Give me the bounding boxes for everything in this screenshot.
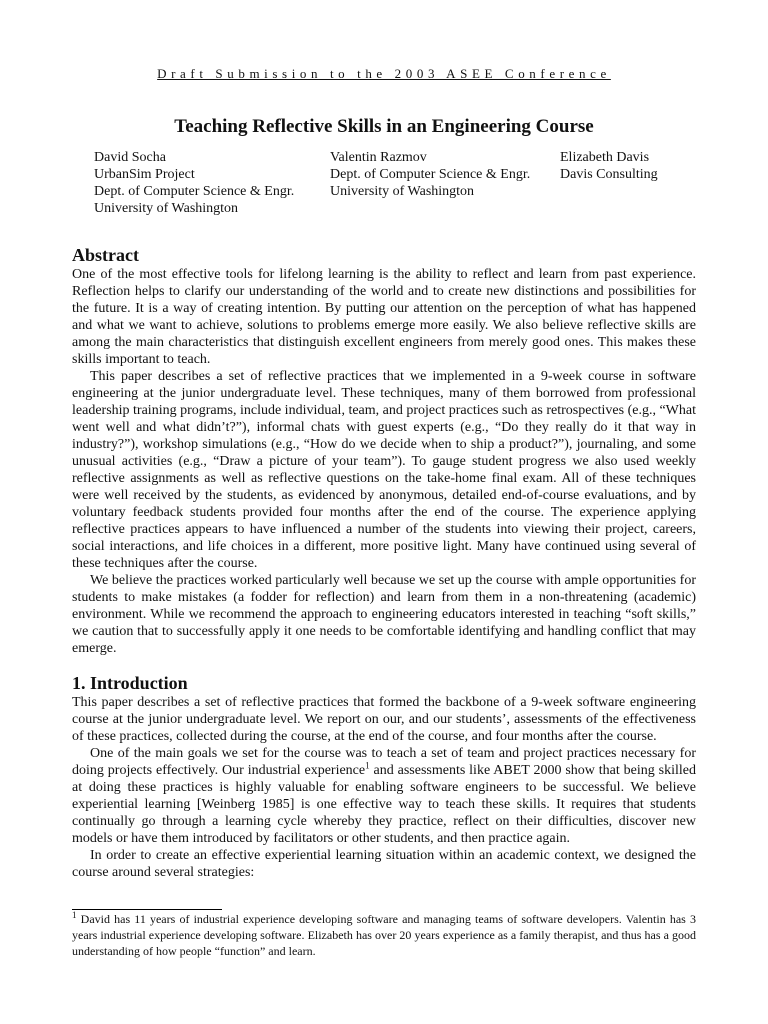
author-2-dept: Dept. of Computer Science & Engr.	[330, 167, 531, 182]
intro-paragraph-3: In order to create an effective experiential learning situation within an academic context, we designed the course around several strategies:	[72, 848, 696, 880]
author-3-affiliation: Davis Consulting	[560, 167, 658, 182]
footnote	[72, 911, 696, 959]
footnote-divider	[72, 909, 222, 910]
introduction-heading: 1. Introduction	[72, 673, 188, 693]
paper-title: Teaching Reflective Skills in an Engineering Course	[174, 116, 594, 137]
abstract-paragraph-3: We believe the practices worked particularly well because we set up the course with ample opportunities for students to make mistakes (a fodder for reflection) and learn from them in a non-threatening (academic) environment. While we recommend the approach to engineering educators interested in teaching “soft skills,” we caution that to successfully apply it one needs to be comfortable identifying and handling conflict that may emerge.	[72, 573, 696, 656]
author-1-name: David Socha	[94, 150, 166, 165]
footnote-mark: 1	[72, 910, 77, 920]
intro-paragraph-1: This paper describes a set of reflective practices that formed the backbone of a 9-week software engineering course at the junior undergraduate level. We report on our, and our students’, assessments of the effectiveness of these practices, collected during the course, at the end of the course, and four months after the course.	[72, 695, 696, 744]
author-1-dept: Dept. of Computer Science & Engr.	[94, 184, 295, 199]
author-1-university: University of Washington	[94, 201, 239, 216]
author-1-affiliation: UrbanSim Project	[94, 167, 195, 182]
footnote-reference[interactable]: 1	[365, 760, 370, 771]
footnote-text: David has 11 years of industrial experience developing software and managing teams of software developers. Valentin has 3 years industrial experience developing software. Elizabeth has over 20 years experience as a family therapist, and thus has a good understanding of how people “function” and learn.	[72, 912, 696, 958]
introduction-body	[72, 694, 696, 881]
author-1	[94, 149, 294, 217]
intro-paragraph-2	[72, 745, 696, 847]
author-3	[560, 149, 658, 183]
author-2	[330, 149, 530, 200]
author-2-name: Valentin Razmov	[330, 150, 427, 165]
author-3-name: Elizabeth Davis	[560, 150, 650, 165]
abstract-body	[72, 266, 696, 657]
intro-paragraph-2-end: and assessments like ABET 2000 show that being skilled at doing these practices is highly valuable for enabling software engineers to be successful. We believe experiential learning [Weinberg 1985] is one effective way to teach these skills. It requires that students continually go through a learning cycle whereby they practice, reflect on their difficulties, discover new models or have them introduced by facilitators or other students, and then practice again.	[72, 763, 697, 846]
abstract-heading: Abstract	[72, 245, 139, 265]
running-header: Draft Submission to the 2003 ASEE Conference	[157, 66, 611, 81]
abstract-paragraph-1: One of the most effective tools for lifelong learning is the ability to reflect and learn from past experience. Reflection helps to clarify our understanding of the world and to create new distinctions and possibilities for the future. It is a way of creating intention. By putting our attention on the perception of what has happened and what we want to achieve, solutions to problems emerge more easily. We also believe reflective skills are among the main characteristics that distinguish excellent engineers from merely good ones. This makes these skills important to teach.	[72, 267, 696, 367]
abstract-paragraph-2: This paper describes a set of reflective practices that we implemented in a 9-week course in software engineering at the junior undergraduate level. These techniques, many of them borrowed from professional leadership training programs, include individual, team, and project practices such as retrospectives (e.g., “What went well and what didn’t?”), informal chats with guest experts (e.g., “Do they really do it that way in industry?”), workshop simulations (e.g., “How do we decide when to ship a product?”), journaling, and some unusual activities (e.g., “Draw a picture of your team”). To gauge student progress we also used weekly reflective assignments as well as reflective questions on the take-home final exam. All of these techniques were well received by the students, as evidenced by anonymous, detailed end-of-course evaluations, and by voluntary feedback students provided four months after the end of the course. The experience applying reflective practices appears to have influenced a number of the students into viewing their project, careers, social interactions, and life choices in a different, more positive light. Many have continued using several of these techniques after the course.	[72, 369, 696, 571]
intro-paragraph-2-start: One of the main goals we set for the course was to teach a set of team and project practices necessary for doing projects effectively. Our industrial experience	[72, 746, 696, 778]
author-2-university: University of Washington	[330, 184, 475, 199]
